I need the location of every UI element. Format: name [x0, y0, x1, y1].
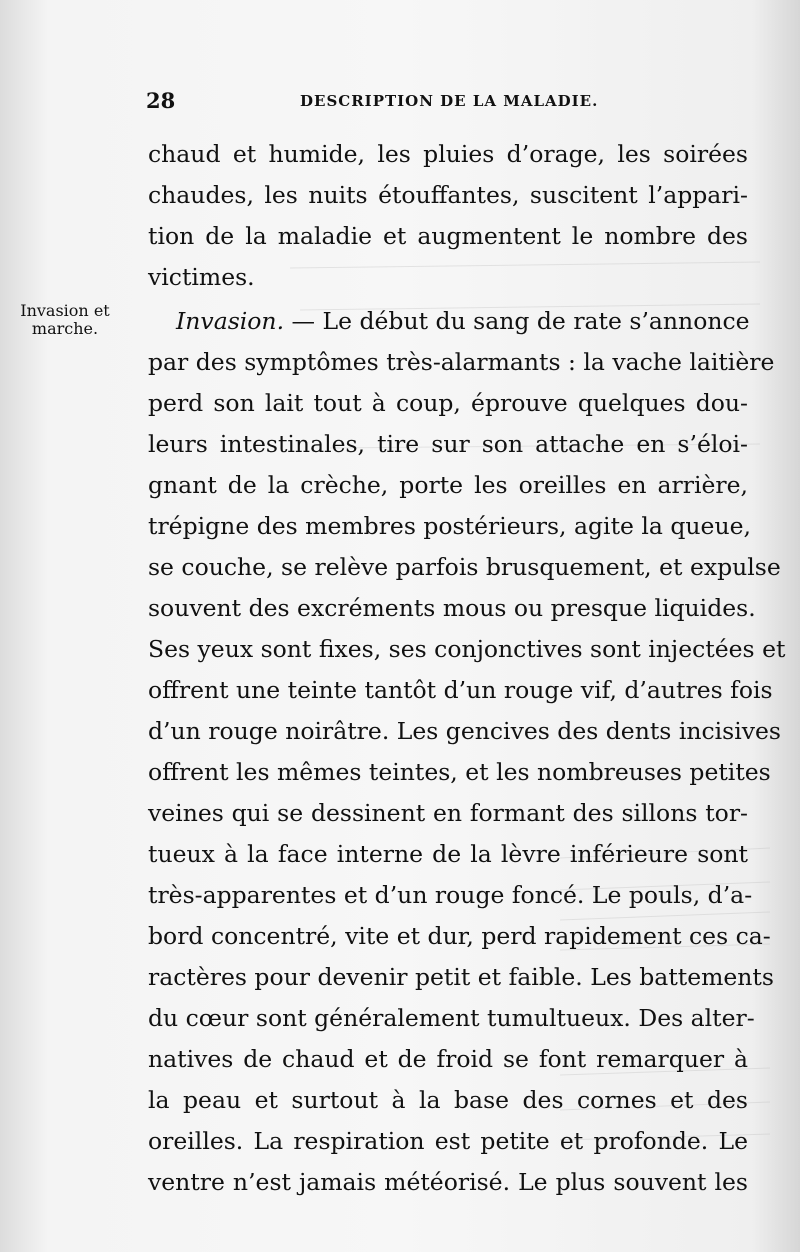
- text-line: oreilles. La respiration est petite et profonde. Le: [148, 1127, 748, 1155]
- page-header: [146, 88, 746, 118]
- text-line: ractères pour devenir petit et faible. Les battements: [148, 963, 774, 991]
- text-line: Ses yeux sont fixes, ses conjonctives sont injectées et: [148, 635, 786, 663]
- margin-note-line-2: marche.: [31, 319, 99, 338]
- margin-note-line-1: Invasion et: [20, 301, 110, 320]
- text-line: offrent les mêmes teintes, et les nombreuses petites: [148, 758, 771, 786]
- body-text: [148, 134, 786, 1203]
- text-line: la peau et surtout à la base des cornes et des: [148, 1086, 748, 1114]
- text-line: se couche, se relève parfois brusquement, et expulse: [148, 553, 781, 581]
- text-line: chaud et humide, les pluies d’orage, les soirées: [148, 140, 748, 168]
- text-line: perd son lait tout à coup, éprouve quelques dou-: [148, 389, 748, 417]
- text-line: leurs intestinales, tire sur son attache en s’éloi-: [148, 430, 748, 458]
- text-line: victimes.: [148, 263, 255, 291]
- text-line: gnant de la crèche, porte les oreilles en arrière,: [148, 471, 748, 499]
- text-line: d’un rouge noirâtre. Les gencives des dents incisives: [148, 717, 781, 745]
- text-line: veines qui se dessinent en formant des sillons tor-: [148, 799, 748, 827]
- paragraph-opening-line: [148, 301, 748, 342]
- text-line: ventre n’est jamais météorisé. Le plus souvent les: [148, 1168, 748, 1196]
- text-line: bord concentré, vite et dur, perd rapidement ces ca-: [148, 922, 771, 950]
- margin-note: [6, 302, 124, 338]
- text-line: par des symptômes très-alarmants : la vache laitière: [148, 348, 775, 376]
- text-line: tueux à la face interne de la lèvre inférieure sont: [148, 840, 748, 868]
- text-line-rest: — Le début du sang de rate s’annonce: [291, 307, 750, 335]
- text-line: très-apparentes et d’un rouge foncé. Le pouls, d’a-: [148, 881, 753, 909]
- text-line: tion de la maladie et augmentent le nombre des: [148, 222, 748, 250]
- text-line: souvent des excréments mous ou presque liquides.: [148, 594, 756, 622]
- section-lead-italic: Invasion.: [176, 307, 285, 335]
- text-line: du cœur sont généralement tumultueux. Des alter-: [148, 1004, 755, 1032]
- text-line: offrent une teinte tantôt d’un rouge vif, d’autres fois: [148, 676, 773, 704]
- running-title: DESCRIPTION DE LA MALADIE.: [300, 92, 599, 110]
- text-line: trépigne des membres postérieurs, agite la queue,: [148, 512, 751, 540]
- page-number: 28: [146, 88, 176, 113]
- text-line: natives de chaud et de froid se font remarquer à: [148, 1045, 748, 1073]
- text-line: chaudes, les nuits étouffantes, suscitent l’appari-: [148, 181, 748, 209]
